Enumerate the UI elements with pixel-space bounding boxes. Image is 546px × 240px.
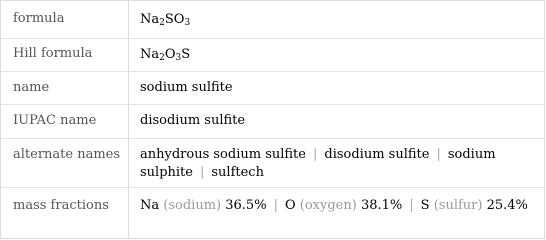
- table-row-alternate-names: [1, 138, 544, 187]
- formula-part: S: [181, 47, 191, 62]
- name-value: sodium sulfite: [140, 80, 233, 95]
- element-symbol: O: [284, 198, 296, 213]
- row-label-mass-fractions: mass fractions: [13, 198, 109, 213]
- mass-percent: 36.5%: [225, 198, 267, 213]
- element-name: (oxygen): [299, 198, 357, 213]
- element-symbol: S: [420, 198, 430, 213]
- element-name: (sulfur): [433, 198, 483, 213]
- alternate-name: sulftech: [211, 165, 264, 180]
- row-label-alternate-names: alternate names: [13, 147, 121, 162]
- row-label-formula: formula: [13, 11, 65, 26]
- separator: |: [312, 147, 318, 162]
- formula-value: [140, 11, 530, 29]
- alternate-name: sodium sulphite: [140, 147, 496, 180]
- mass-percent: 38.1%: [360, 198, 403, 213]
- mass-fraction-item: [421, 198, 528, 213]
- mass-fractions-value: [140, 197, 530, 215]
- row-label-hill-formula: Hill formula: [13, 46, 93, 61]
- row-label-iupac-name: IUPAC name: [13, 113, 97, 128]
- separator: |: [199, 165, 205, 180]
- table-row-mass-fractions: [1, 187, 544, 240]
- formula-part: Na: [140, 47, 160, 62]
- row-label-name: name: [13, 80, 50, 95]
- table-row-hill-formula: [1, 38, 544, 71]
- alternate-name: disodium sulfite: [324, 147, 430, 162]
- table-row-name: [1, 71, 544, 105]
- hill-formula-value: [140, 46, 530, 64]
- table-row-iupac-name: [1, 104, 544, 138]
- table-row-formula: [1, 1, 544, 38]
- formula-subscript: 2: [159, 53, 165, 63]
- formula-subscript: 3: [175, 53, 182, 63]
- mass-percent: 25.4%: [486, 198, 528, 213]
- alternate-name: anhydrous sodium sulfite: [140, 147, 306, 162]
- element-name: (sodium): [163, 198, 222, 213]
- mass-fraction-item: [140, 198, 267, 213]
- separator: |: [273, 198, 278, 213]
- element-symbol: Na: [140, 198, 160, 213]
- formula-subscript: 3: [184, 18, 191, 28]
- formula-subscript: 2: [159, 18, 165, 28]
- iupac-name-value: disodium sulfite: [140, 113, 246, 128]
- formula-part: O: [164, 47, 176, 62]
- separator: |: [409, 198, 414, 213]
- separator: |: [436, 147, 441, 162]
- alternate-names-value: [140, 146, 530, 182]
- formula-part: SO: [164, 12, 185, 27]
- formula-part: Na: [140, 12, 160, 27]
- mass-fraction-item: [285, 198, 402, 213]
